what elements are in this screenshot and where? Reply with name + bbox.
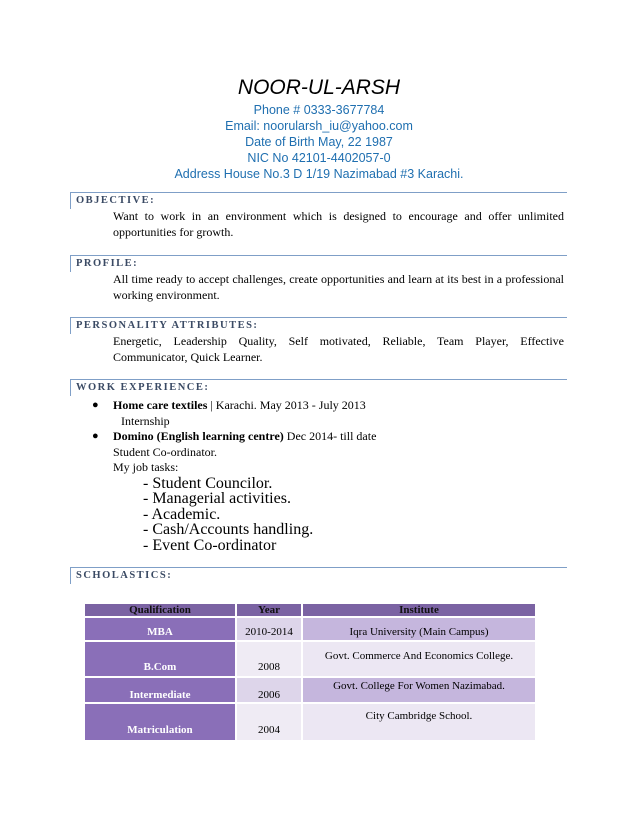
job-role: Student Co-ordinator.	[113, 444, 217, 459]
column-header-institute: Institute	[303, 604, 535, 616]
column-header-year: Year	[237, 604, 301, 616]
job-item	[70, 398, 567, 429]
email-line: Email: noorularsh_iu@yahoo.com	[225, 119, 413, 133]
task-item: - Managerial activities.	[143, 490, 291, 507]
institute-cell: Iqra University (Main Campus)	[303, 618, 535, 640]
objective-section	[70, 192, 567, 240]
table-header-row	[85, 604, 535, 616]
year-cell: 2010-2014	[237, 618, 301, 640]
task-item: - Academic.	[143, 505, 221, 523]
qualification-cell: Matriculation	[85, 704, 235, 740]
attributes-text: Energetic, Leadership Quality, Self motivated, Reliable, Team Player, Effective Communicator, Quick Learner.	[113, 334, 564, 364]
objective-heading: OBJECTIVE:	[70, 192, 567, 209]
job-title: Home care textiles	[113, 398, 208, 412]
experience-heading: WORK EXPERIENCE:	[70, 379, 567, 396]
scholastics-section	[70, 567, 567, 584]
task-item: - Student Councilor.	[143, 474, 273, 492]
job-detail: | Karachi. May 2013 - July 2013	[207, 398, 366, 412]
phone-line: Phone # 0333-3677784	[253, 103, 385, 117]
qualification-cell: MBA	[85, 618, 235, 640]
job-detail: Dec 2014- till date	[283, 429, 377, 443]
bullet-icon: ●	[92, 399, 99, 411]
job-list	[70, 398, 567, 476]
qualification-cell: Intermediate	[85, 678, 235, 702]
objective-text: Want to work in an environment which is designed to encourage and offer unlimited opportunities for growth.	[113, 209, 564, 239]
scholastics-heading: SCHOLASTICS:	[70, 567, 567, 584]
table-row	[85, 642, 535, 676]
column-header-qualification: Qualification	[85, 604, 235, 616]
task-item: - Event Co-ordinator	[143, 536, 277, 554]
experience-section	[70, 379, 567, 553]
dob-line: Date of Birth May, 22 1987	[245, 135, 393, 149]
address-line: Address House No.3 D 1/19 Nazimabad #3 Karachi.	[174, 167, 464, 181]
bullet-icon: ●	[92, 430, 99, 442]
table-row	[85, 678, 535, 702]
institute-cell: City Cambridge School.	[303, 704, 535, 740]
year-cell: 2006	[237, 678, 301, 702]
qualification-cell: B.Com	[85, 642, 235, 676]
attributes-section	[70, 317, 567, 365]
resume-header	[0, 76, 638, 182]
table-row	[85, 618, 535, 640]
task-list	[70, 476, 567, 554]
education-table	[83, 602, 537, 742]
profile-text: All time ready to accept challenges, create opportunities and learn at its best in a professional working environment.	[113, 272, 564, 302]
job-role: Internship	[121, 413, 170, 428]
profile-heading: PROFILE:	[70, 255, 567, 272]
candidate-name: NOOR-UL-ARSH	[237, 76, 401, 99]
profile-section	[70, 255, 567, 303]
institute-cell: Govt. College For Women Nazimabad.	[303, 678, 535, 702]
job-item	[70, 429, 567, 476]
year-cell: 2004	[237, 704, 301, 740]
tasks-label: My job tasks:	[113, 460, 179, 474]
nic-line: NIC No 42101-4402057-0	[247, 151, 391, 165]
institute-cell: Govt. Commerce And Economics College.	[303, 642, 535, 676]
table-row	[85, 704, 535, 740]
task-item: - Cash/Accounts handling.	[143, 521, 314, 538]
attributes-heading: PERSONALITY ATTRIBUTES:	[70, 317, 567, 334]
job-title: Domino (English learning centre)	[113, 429, 284, 443]
year-cell: 2008	[237, 642, 301, 676]
